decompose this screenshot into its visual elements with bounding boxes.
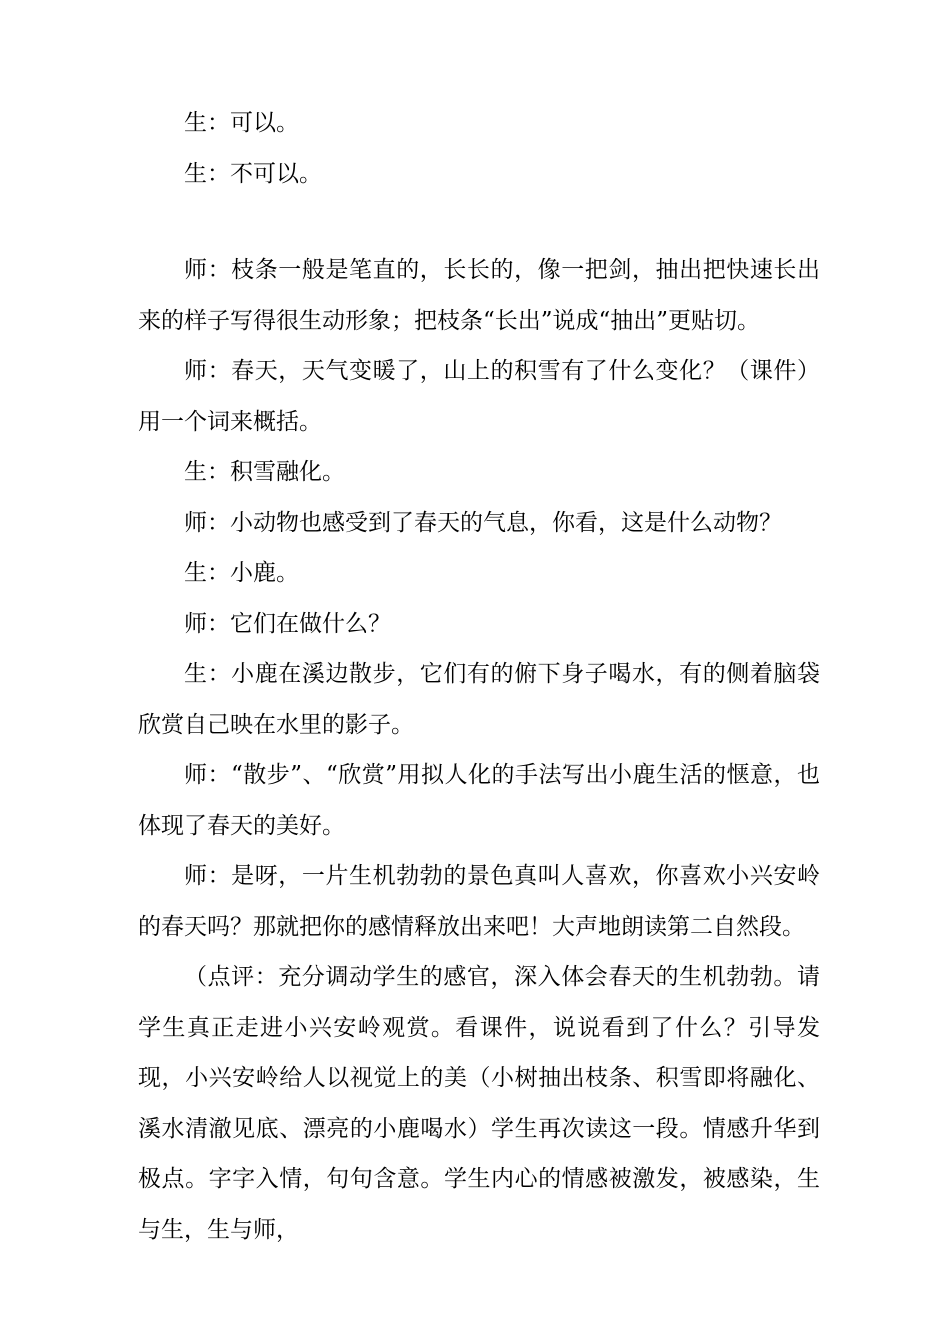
paragraph-student-deer-stream: 生：小鹿在溪边散步，它们有的俯下身子喝水，有的侧着脑袋欣赏自己映在水里的影子。 bbox=[138, 661, 820, 738]
paragraph-student-deer: 生：小鹿。 bbox=[184, 560, 299, 586]
paragraph-student-yes: 生：可以。 bbox=[184, 110, 299, 136]
paragraph-teacher-branches: 师：枝条一般是笔直的，长长的，像一把剑，抽出把快速长出来的样子写得很生动形象；把枝条“长出”说成“抽出”更贴切。 bbox=[138, 257, 820, 334]
paragraph-teacher-snow-question: 师：春天，天气变暖了，山上的积雪有了什么变化？（课件）用一个词来概括。 bbox=[138, 358, 820, 435]
paragraph-commentary: （点评：充分调动学生的感官，深入体会春天的生机勃勃。请学生真正走进小兴安岭观赏。看课件，说说看到了什么？引导发现，小兴安岭给人以视觉上的美（小树抽出枝条、积雪即将融化、溪水清澈见底、漂亮的小鹿喝水）学生再次读这一段。情感升华到极点。字字入情，句句含意。学生内心的情感被激发，被感染，生与生，生与师， bbox=[138, 964, 820, 1243]
paragraph-teacher-what-doing: 师：它们在做什么？ bbox=[184, 610, 391, 637]
paragraph-student-no: 生：不可以。 bbox=[184, 160, 322, 187]
paragraph-teacher-personification: 师：“散步”、“欣赏”用拟人化的手法写出小鹿生活的惬意，也体现了春天的美好。 bbox=[138, 762, 820, 839]
paragraph-teacher-read-aloud: 师：是呀，一片生机勃勃的景色真叫人喜欢，你喜欢小兴安岭的春天吗？那就把你的感情释放出来吧！大声地朗读第二自然段。 bbox=[138, 863, 820, 940]
paragraph-gap bbox=[138, 199, 820, 245]
paragraph-teacher-animal-question: 师：小动物也感受到了春天的气息，你看，这是什么动物？ bbox=[184, 509, 782, 536]
paragraph-student-snow-melting: 生：积雪融化。 bbox=[184, 459, 345, 485]
